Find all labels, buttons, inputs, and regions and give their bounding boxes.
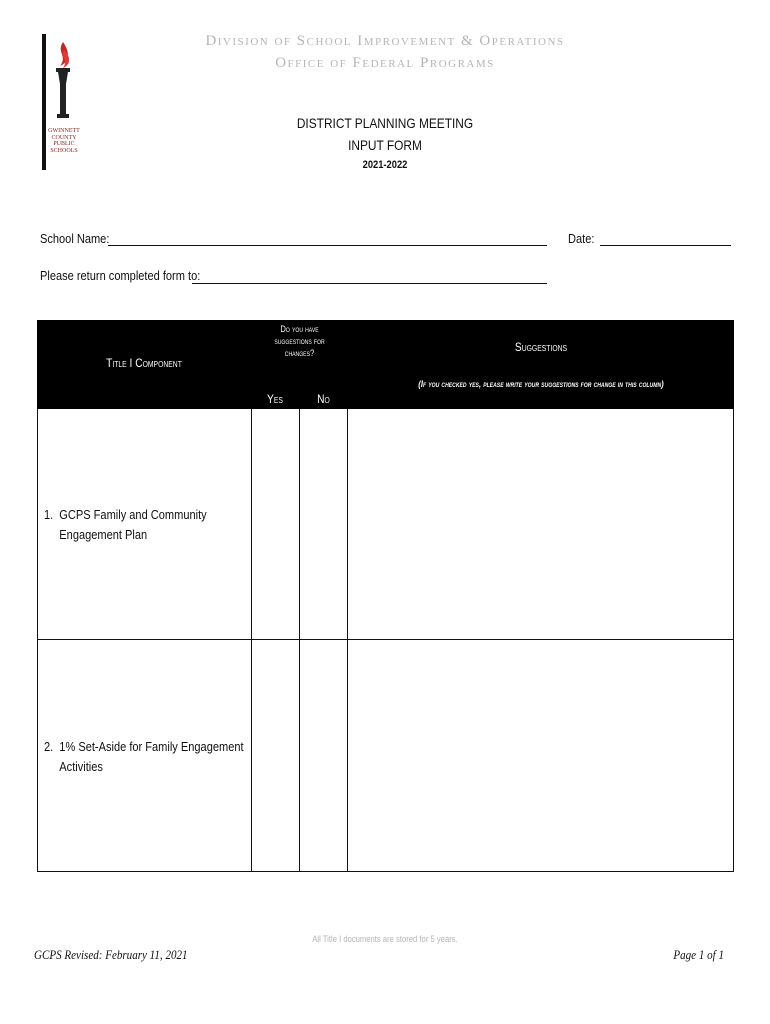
suggestions-input-cell[interactable] [348,409,734,640]
suggestions-input-cell[interactable] [348,640,734,872]
question-line: suggestions for [274,336,325,346]
component-line: GCPS Family and Community [59,507,207,522]
revision-date: GCPS Revised: February 11, 2021 [34,947,188,962]
table-row [37,409,734,640]
logo-line: SCHOOLS [50,147,78,154]
header-suggestions-note: (If you checked yes, please write your suggestions for change in this column) [418,379,664,389]
page-number: Page 1 of 1 [673,947,724,962]
component-line: 1% Set-Aside for Family Engagement [59,739,244,754]
question-line: Do you have [280,324,319,334]
date-label: Date: [568,231,595,246]
table-row [37,640,734,872]
question-line: changes? [284,348,315,358]
component-cell [37,409,252,640]
component-line: Engagement Plan [59,527,148,542]
form-title: DISTRICT PLANNING MEETING [296,115,474,131]
header-title-i-component [53,356,235,370]
office-title: Office of Federal Programs [275,55,495,71]
return-to-label: Please return completed form to: [40,268,201,283]
component-text [44,737,248,777]
school-year: 2021-2022 [362,159,408,171]
logo-line: PUBLIC [53,141,75,147]
table-header [37,320,734,409]
row-number: 1. [44,507,54,522]
header-no: No [317,392,330,406]
date-field[interactable] [600,245,731,246]
yes-checkbox-cell[interactable] [252,409,300,640]
row-number: 2. [44,739,54,754]
header-component-text: Title I Component [106,356,182,370]
return-to-field[interactable] [192,283,547,284]
school-name-label: School Name: [40,231,110,246]
yes-checkbox-cell[interactable] [252,640,300,872]
component-cell [37,640,252,872]
logo-line: GWINNETT [48,128,80,134]
school-name-field[interactable] [108,245,547,246]
division-title: Division of School Improvement & Operations [205,33,565,49]
no-checkbox-cell[interactable] [300,409,348,640]
retention-note: All Title I documents are stored for 5 years. [312,934,458,944]
header-yes: Yes [267,392,283,406]
header-suggestions: Suggestions [514,340,568,354]
form-subtitle: INPUT FORM [348,137,422,153]
no-checkbox-cell[interactable] [300,640,348,872]
component-table [37,320,734,872]
component-line: Activities [59,759,103,774]
header-suggestions-question [258,323,340,359]
component-text [44,505,248,545]
logo-line: COUNTY [51,134,77,141]
